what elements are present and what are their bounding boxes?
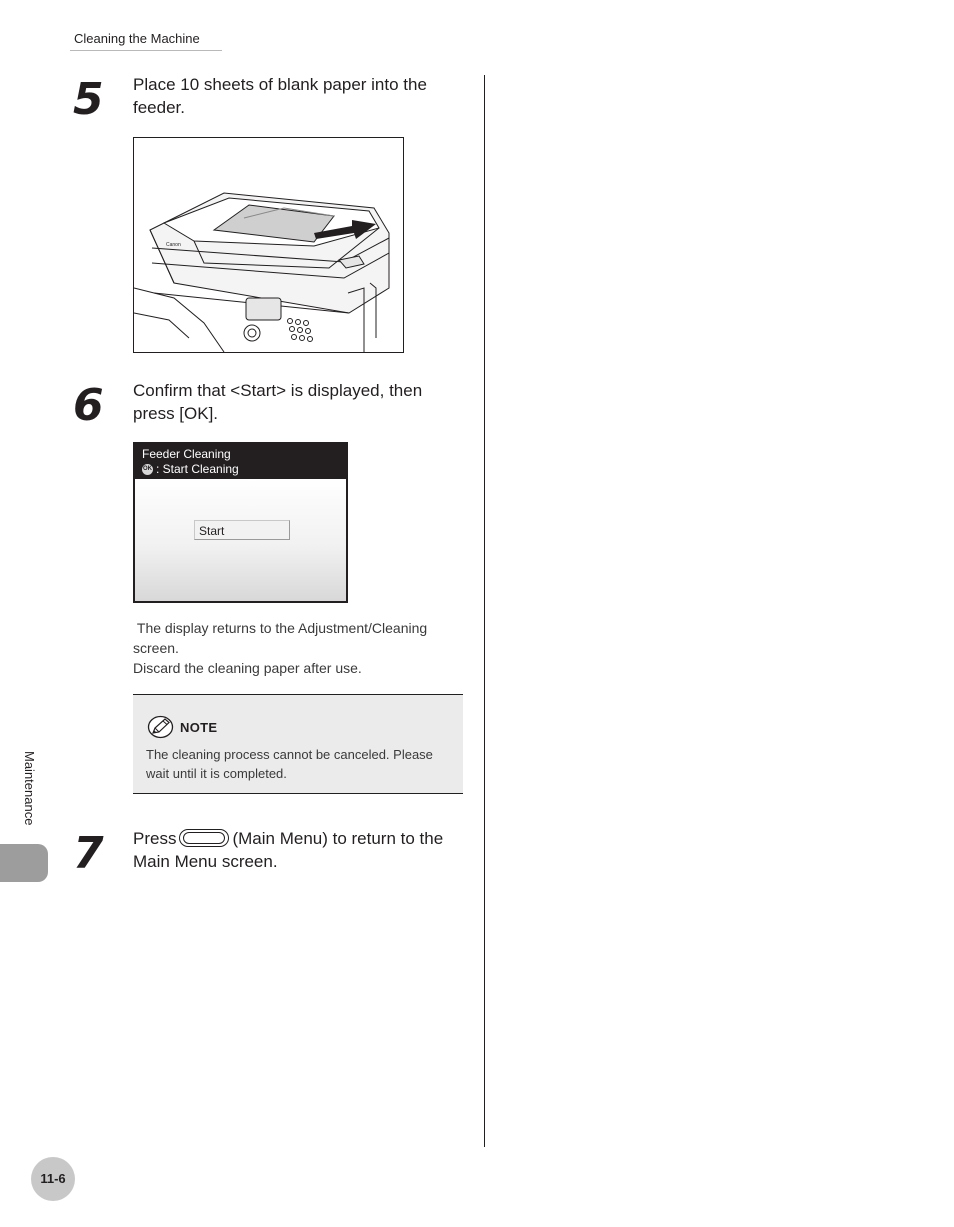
- step-7-text-after: (Main Menu) to return to the Main Menu screen.: [133, 829, 444, 871]
- chapter-tab-label: Maintenance: [22, 751, 37, 826]
- result-line-1: The display returns to the Adjustment/Cleaning screen.: [133, 620, 432, 656]
- lcd-subtitle: : Start Cleaning: [156, 462, 239, 476]
- note-header: [147, 715, 217, 739]
- header-rule: [70, 50, 222, 51]
- step-6-instruction: Confirm that <Start> is displayed, then press [OK].: [133, 381, 423, 423]
- svg-text:Canon: Canon: [166, 242, 181, 248]
- step-7-instruction: [133, 827, 468, 873]
- column-divider: [484, 75, 485, 1147]
- lcd-title: Feeder Cleaning: [142, 447, 231, 461]
- step-6-result: [133, 618, 468, 678]
- start-button[interactable]: Start: [194, 520, 290, 540]
- step-number-6: 6: [73, 380, 102, 431]
- step-number-5: 5: [73, 74, 102, 125]
- step-number-7: 7: [73, 828, 102, 879]
- note-text: The cleaning process cannot be canceled. Please wait until it is completed.: [146, 747, 433, 781]
- step-5-instruction: Place 10 sheets of blank paper into the feeder.: [133, 75, 427, 117]
- main-menu-key-icon: [179, 829, 229, 847]
- lcd-header: [135, 444, 346, 479]
- pencil-note-icon: [147, 715, 174, 739]
- result-line-2: Discard the cleaning paper after use.: [133, 660, 362, 676]
- section-title: Cleaning the Machine: [74, 31, 200, 46]
- printer-feeder-drawing: [134, 138, 403, 352]
- lcd-body: [135, 479, 346, 601]
- ok-button-icon: OK: [142, 464, 153, 475]
- page-number-badge: 11-6: [31, 1157, 75, 1201]
- lcd-subtitle-row: [142, 462, 239, 477]
- chapter-tab: [0, 844, 48, 882]
- step-7-text-before: Press: [133, 829, 177, 848]
- feeder-illustration: [133, 137, 404, 353]
- lcd-screen: [133, 442, 348, 603]
- note-label: NOTE: [180, 719, 218, 735]
- note-box: [133, 694, 463, 794]
